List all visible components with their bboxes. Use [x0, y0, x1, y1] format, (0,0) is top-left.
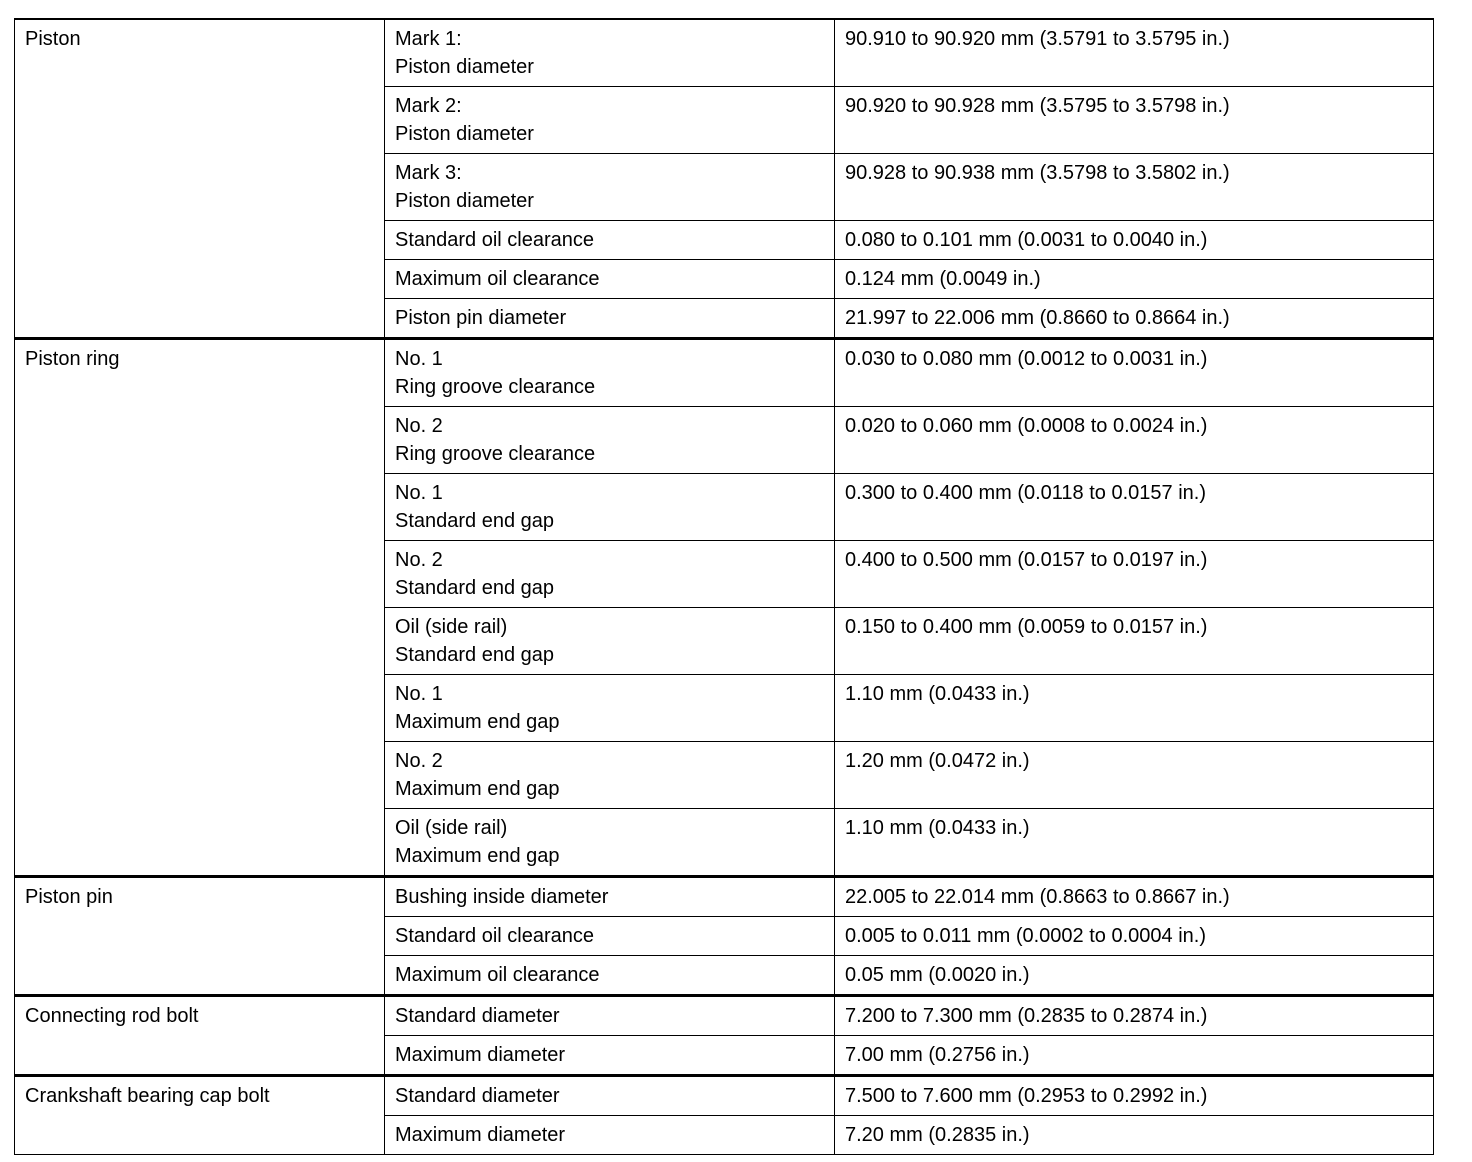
item-cell [385, 19, 835, 87]
value-cell: 1.10 mm (0.0433 in.) [835, 809, 1434, 877]
item-cell [385, 541, 835, 608]
item-line: No. 1 [395, 482, 443, 504]
item-line: Piston pin diameter [395, 307, 567, 329]
value-cell: 90.910 to 90.920 mm (3.5791 to 3.5795 in.) [835, 19, 1434, 87]
value-cell: 0.400 to 0.500 mm (0.0157 to 0.0197 in.) [835, 541, 1434, 608]
item-cell [385, 996, 835, 1036]
item-cell [385, 154, 835, 221]
item-line: Oil (side rail) [395, 616, 508, 638]
item-line: Standard end gap [395, 644, 555, 666]
item-cell [385, 1116, 835, 1155]
item-line: Ring groove clearance [395, 443, 596, 465]
value-cell: 7.200 to 7.300 mm (0.2835 to 0.2874 in.) [835, 996, 1434, 1036]
table-row [15, 1076, 1434, 1116]
item-cell [385, 339, 835, 407]
item-cell [385, 221, 835, 260]
item-cell [385, 809, 835, 877]
value-cell: 0.150 to 0.400 mm (0.0059 to 0.0157 in.) [835, 608, 1434, 675]
item-cell [385, 742, 835, 809]
value-cell: 0.124 mm (0.0049 in.) [835, 260, 1434, 299]
item-line: No. 1 [395, 348, 443, 370]
item-line: Piston diameter [395, 123, 534, 145]
item-line: Maximum diameter [395, 1124, 566, 1146]
component-cell: Piston pin [15, 877, 385, 996]
value-cell: 0.005 to 0.011 mm (0.0002 to 0.0004 in.) [835, 917, 1434, 956]
item-line: No. 2 [395, 415, 443, 437]
value-cell: 90.928 to 90.938 mm (3.5798 to 3.5802 in.) [835, 154, 1434, 221]
item-line: Maximum end gap [395, 778, 560, 800]
item-line: Piston diameter [395, 190, 534, 212]
item-cell [385, 87, 835, 154]
item-line: Standard end gap [395, 510, 555, 532]
item-line: Piston diameter [395, 56, 534, 78]
table-row [15, 877, 1434, 917]
value-cell: 90.920 to 90.928 mm (3.5795 to 3.5798 in.) [835, 87, 1434, 154]
item-cell [385, 608, 835, 675]
item-line: No. 2 [395, 549, 443, 571]
item-line: Standard oil clearance [395, 925, 595, 947]
component-cell: Piston [15, 19, 385, 339]
component-cell: Connecting rod bolt [15, 996, 385, 1076]
item-line: Oil (side rail) [395, 817, 508, 839]
item-line: No. 2 [395, 750, 443, 772]
item-cell [385, 675, 835, 742]
value-cell: 0.300 to 0.400 mm (0.0118 to 0.0157 in.) [835, 474, 1434, 541]
value-cell: 7.500 to 7.600 mm (0.2953 to 0.2992 in.) [835, 1076, 1434, 1116]
value-cell: 22.005 to 22.014 mm (0.8663 to 0.8667 in.) [835, 877, 1434, 917]
item-line: Maximum oil clearance [395, 268, 600, 290]
item-cell [385, 1076, 835, 1116]
item-line: Mark 1: [395, 28, 462, 50]
item-line: Mark 2: [395, 95, 462, 117]
value-cell: 0.030 to 0.080 mm (0.0012 to 0.0031 in.) [835, 339, 1434, 407]
component-cell: Piston ring [15, 339, 385, 877]
value-cell: 7.20 mm (0.2835 in.) [835, 1116, 1434, 1155]
item-line: Standard diameter [395, 1005, 560, 1027]
item-line: Maximum oil clearance [395, 964, 600, 986]
item-line: Mark 3: [395, 162, 462, 184]
item-line: Maximum end gap [395, 845, 560, 867]
item-line: Standard diameter [395, 1085, 560, 1107]
table-row [15, 19, 1434, 87]
item-cell [385, 956, 835, 996]
table-row [15, 339, 1434, 407]
item-line: Bushing inside diameter [395, 886, 609, 908]
table-row [15, 996, 1434, 1036]
specification-table [14, 18, 1434, 1155]
value-cell: 0.05 mm (0.0020 in.) [835, 956, 1434, 996]
item-cell [385, 877, 835, 917]
value-cell: 1.10 mm (0.0433 in.) [835, 675, 1434, 742]
item-line: Standard oil clearance [395, 229, 595, 251]
item-line: Ring groove clearance [395, 376, 596, 398]
value-cell: 0.020 to 0.060 mm (0.0008 to 0.0024 in.) [835, 407, 1434, 474]
item-cell [385, 260, 835, 299]
item-line: Maximum end gap [395, 711, 560, 733]
value-cell: 7.00 mm (0.2756 in.) [835, 1036, 1434, 1076]
item-cell [385, 917, 835, 956]
item-cell [385, 1036, 835, 1076]
item-cell [385, 407, 835, 474]
item-line: Standard end gap [395, 577, 555, 599]
value-cell: 1.20 mm (0.0472 in.) [835, 742, 1434, 809]
value-cell: 0.080 to 0.101 mm (0.0031 to 0.0040 in.) [835, 221, 1434, 260]
value-cell: 21.997 to 22.006 mm (0.8660 to 0.8664 in.) [835, 299, 1434, 339]
item-line: No. 1 [395, 683, 443, 705]
specification-table-body [15, 19, 1434, 1155]
item-line: Maximum diameter [395, 1044, 566, 1066]
component-cell: Crankshaft bearing cap bolt [15, 1076, 385, 1155]
item-cell [385, 299, 835, 339]
item-cell [385, 474, 835, 541]
